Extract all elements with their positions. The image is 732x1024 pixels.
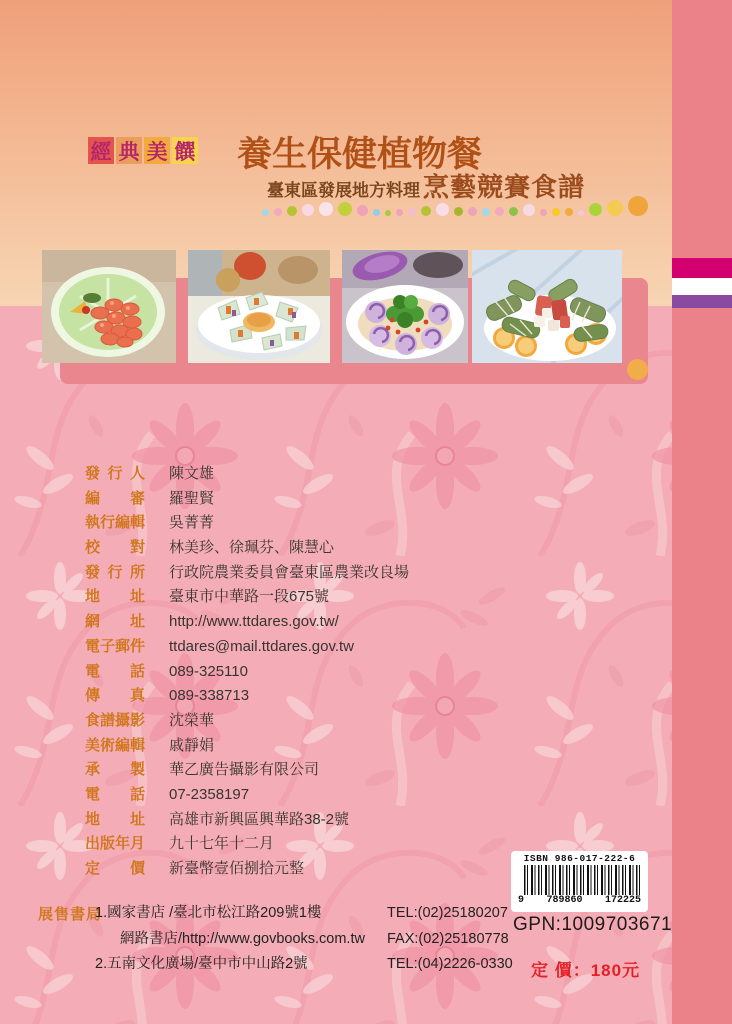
decor-dot	[482, 208, 490, 216]
decor-dot	[262, 209, 269, 216]
bookstore-row	[95, 901, 565, 927]
badge-char: 經	[88, 137, 114, 164]
publication-row	[85, 709, 409, 734]
publication-value: ttdares@mail.ttdares.gov.tw	[169, 637, 355, 655]
publication-row	[85, 462, 409, 487]
publication-value: 戚靜娟	[169, 736, 215, 754]
publication-value: 089-325110	[169, 662, 248, 680]
publication-value: 吳菁菁	[169, 514, 215, 532]
stripe-band-magenta	[672, 258, 732, 278]
badge-char: 美	[144, 137, 170, 164]
photo-purple-taro-dumplings	[342, 250, 468, 363]
publication-row	[85, 857, 409, 882]
publication-row	[85, 832, 409, 857]
publication-label: 編 審	[85, 489, 145, 507]
publication-value: 高雄市新興區興華路38-2號	[169, 810, 350, 828]
publication-value: 華乙廣告攝影有限公司	[169, 761, 320, 779]
decor-dot	[436, 203, 449, 216]
stripe-band-white	[672, 278, 732, 295]
publication-label: 定 價	[85, 860, 145, 877]
publication-label: 傳 真	[85, 687, 145, 705]
decor-dot	[523, 204, 535, 216]
publication-label: 出 版 年 月	[85, 835, 146, 853]
decor-dot	[408, 208, 416, 216]
decor-dot	[607, 200, 623, 216]
decor-dot	[274, 208, 282, 216]
decor-dot	[396, 209, 403, 216]
publication-value: 行政院農業委員會臺東區農業改良場	[169, 563, 410, 581]
decor-dot	[357, 205, 368, 216]
banner-end-dot	[627, 359, 648, 380]
publication-row	[85, 536, 409, 561]
decor-dot	[565, 208, 573, 216]
decor-dots-row	[262, 196, 664, 216]
publication-label: 美 術 編 輯	[85, 736, 146, 754]
decor-dot	[421, 206, 431, 216]
book-title: 養生保健植物餐	[237, 135, 483, 174]
publication-label: 電 話	[85, 662, 145, 680]
publication-value: 089-338713	[169, 687, 250, 705]
publication-label: 網 址	[85, 613, 145, 631]
publication-row	[85, 635, 409, 660]
publication-row	[85, 487, 409, 512]
bookstore-text: 1.國家書店 /臺北市松江路209號1樓	[95, 905, 322, 921]
publication-info-list	[85, 462, 409, 882]
bookstore-text: 2.五南文化廣場/臺中市中山路2號	[95, 956, 308, 972]
decor-dot	[495, 207, 504, 216]
decor-dot	[454, 207, 463, 216]
publication-row	[85, 734, 409, 759]
bookstore-phone: TEL:(02)25180207	[387, 905, 508, 921]
publication-value: 新臺幣壹佰捌拾元整	[169, 860, 305, 877]
publication-value: 林美珍、徐珮芬、陳慧心	[169, 539, 335, 557]
publication-row	[85, 660, 409, 685]
publication-row	[85, 585, 409, 610]
subtitle-large: 烹藝競賽食譜	[423, 172, 586, 202]
barcode-digit-group: 9	[518, 895, 525, 906]
publication-label: 地 址	[85, 810, 145, 828]
publication-row	[85, 684, 409, 709]
publication-row	[85, 758, 409, 783]
publication-label: 執 行 編 輯	[85, 514, 146, 532]
publication-value: 臺東市中華路一段675號	[169, 588, 330, 606]
publication-label: 校 對	[85, 539, 145, 557]
bookstore-row	[95, 952, 565, 978]
barcode-bars	[524, 865, 640, 895]
decor-dot	[540, 209, 547, 216]
decor-dot	[338, 202, 352, 216]
publication-value: 羅聖賢	[169, 489, 215, 507]
publication-row	[85, 610, 409, 635]
decor-dot	[319, 202, 333, 216]
decor-dot	[468, 207, 477, 216]
publication-row	[85, 808, 409, 833]
decor-dot	[578, 210, 584, 216]
publication-value: 陳文雄	[169, 465, 215, 482]
publication-row	[85, 511, 409, 536]
bookstore-row	[95, 927, 565, 953]
stripe-band-purple	[672, 295, 732, 308]
publication-row	[85, 561, 409, 586]
publication-label: 食 譜 攝 影	[85, 711, 146, 729]
publication-value: 沈榮華	[169, 711, 215, 729]
decor-dot	[589, 203, 602, 216]
isbn-text: ISBN 986-017-222-6	[523, 853, 636, 864]
decor-dot	[552, 208, 560, 216]
publication-value: http://www.ttdares.gov.tw/	[169, 613, 339, 631]
badge-char: 典	[116, 137, 142, 164]
barcode-digit-group: 172225	[604, 895, 641, 906]
publication-label: 電 子 郵 件	[85, 637, 146, 655]
photo-vegetable-spring-rolls	[188, 250, 330, 363]
price-text: 定 價：180元	[531, 961, 641, 980]
publication-value: 07-2358197	[169, 785, 250, 803]
photo-salmon-rolls-on-leaf-plate	[42, 250, 176, 363]
publication-label: 地 址	[85, 588, 145, 606]
publication-label: 電 話	[85, 785, 145, 803]
photo-leaf-wrapped-parcels	[472, 250, 622, 363]
publication-value: 九十七年十二月	[169, 835, 275, 853]
decor-dot	[302, 204, 314, 216]
publication-label: 承 製	[85, 761, 145, 779]
series-badge	[88, 137, 198, 164]
bookstore-text: 網路書店/http://www.govbooks.com.tw	[120, 930, 365, 947]
spine-stripe	[672, 0, 732, 1024]
bookstores-label: 展售書局	[38, 906, 103, 923]
bookstore-phone: TEL:(04)2226-0330	[387, 956, 513, 972]
subtitle-small: 臺東區發展地方料理	[267, 181, 420, 200]
decor-dot	[373, 209, 380, 216]
gpn-number: GPN:1009703671	[513, 914, 673, 935]
bookstores-list	[95, 901, 565, 978]
bookstore-phone: FAX:(02)25180778	[387, 930, 509, 947]
decor-dot	[509, 207, 518, 216]
decor-dot	[287, 206, 297, 216]
publication-row	[85, 783, 409, 808]
badge-char: 饌	[172, 137, 198, 164]
barcode-digit-group: 789860	[546, 895, 583, 906]
decor-dot	[628, 196, 648, 216]
decor-dot	[385, 210, 391, 216]
publication-label: 發 行 所	[85, 563, 145, 581]
publication-label: 發 行 人	[85, 465, 145, 482]
